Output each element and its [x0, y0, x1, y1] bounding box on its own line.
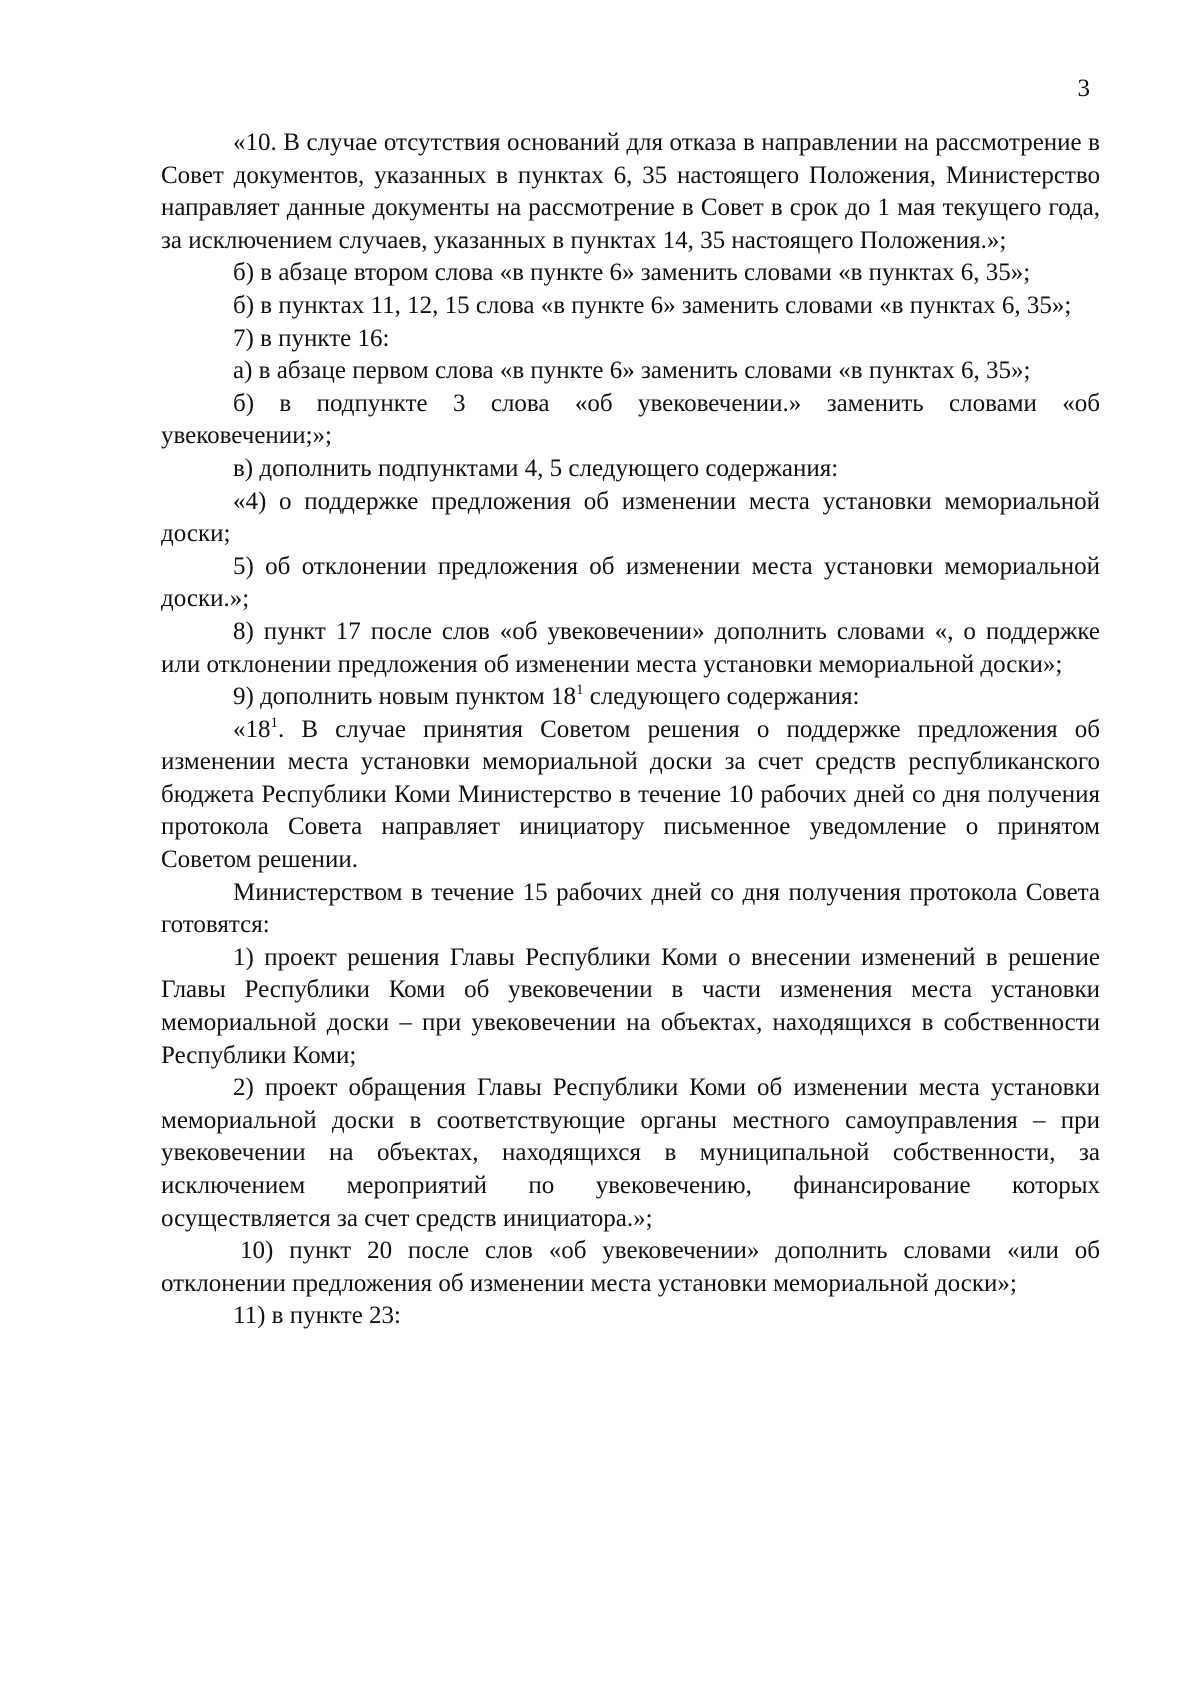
paragraph-item-18-1-superscript: 1 [270, 714, 278, 731]
paragraph-abzac-vtoroy: б) в абзаце втором слова «в пункте 6» заменить словами «в пунктах 6, 35»; [233, 259, 1031, 287]
paragraph-item-8: 8) пункт 17 после слов «об увековечении» дополнить словами «, о поддержке или отклонении предложения об изменении места установки мемориальной доски»; [161, 617, 1100, 678]
paragraph-item-7b: б) в подпункте 3 слова «об увековечении.» заменить словами «об увековечении;»; [161, 389, 1100, 450]
paragraph-prepare-2: 2) проект обращения Главы Республики Коми об изменении места установки мемориальной доски в соответствующие органы местного самоуправления – при увековечении на объектах, находящихся в муниципальной собственности, за исключением мероприятий по увековечению, финансирование которых осуществляется за счет средств инициатора.»; [161, 1074, 1100, 1232]
paragraph-item-10: «10. В случае отсутствия оснований для отказа в направлении на рассмотрение в Совет документов, указанных в пунктах 6, 35 настоящего Положения, Министерство направляет данные документы на рассмотрение в Совет в срок до 1 мая текущего года, за исключением случаев, указанных в пунктах 14, 35 настоящего Положения.»; [161, 129, 1100, 254]
paragraph-item-7a: а) в абзаце первом слова «в пункте 6» заменить словами «в пунктах 6, 35»; [233, 357, 1031, 385]
paragraph-item-7v: в) дополнить подпунктами 4, 5 следующего содержания: [233, 454, 839, 482]
paragraph-subitem-5: 5) об отклонении предложения об изменении места установки мемориальной доски.»; [161, 552, 1100, 613]
paragraph-item-10-amend: 10) пункт 20 после слов «об увековечении» дополнить словами «или об отклонении предложения об изменении места установки мемориальной доски»; [161, 1237, 1100, 1297]
paragraph-subitem-4: «4) о поддержке предложения об изменении места установки мемориальной доски; [161, 487, 1100, 548]
page-number: 3 [1077, 75, 1090, 102]
paragraph-item-11: 11) в пункте 23: [233, 1302, 401, 1330]
paragraph-item-18-1 [161, 714, 1100, 877]
paragraph-item-9-before: 9) дополнить новым пунктом 18 [233, 683, 576, 711]
paragraph-prepare-1: 1) проект решения Главы Республики Коми о внесении изменений в решение Главы Республики Коми об увековечении в части изменения места установки мемориальной доски – при увековечении на объектах, находящихся в собственности Республики Коми; [161, 943, 1100, 1069]
paragraph-ministry-prepares: Министерством в течение 15 рабочих дней со дня получения протокола Совета готовятся: [161, 878, 1100, 939]
paragraph-item-18-1-after: . В случае принятия Советом решения о поддержке предложения об изменении места установки мемориальной доски за счет средств республиканского бюджета Республики Коми Министерство в течение 10 рабочих дней со дня получения протокола Совета направляет инициатору письменное уведомление о принятом Советом решении. [161, 715, 1100, 874]
paragraph-item-9 [161, 681, 1100, 714]
paragraph-item-9-after: следующего содержания: [583, 683, 860, 711]
paragraph-item-18-1-before: «18 [233, 715, 271, 743]
document-body [161, 127, 1100, 1333]
paragraph-item-9-superscript: 1 [575, 682, 584, 699]
paragraph-item-7: 7) в пункте 16: [233, 324, 390, 352]
paragraph-item-6: б) в пунктах 11, 12, 15 слова «в пункте 6» заменить словами «в пунктах 6, 35»; [233, 291, 1072, 319]
